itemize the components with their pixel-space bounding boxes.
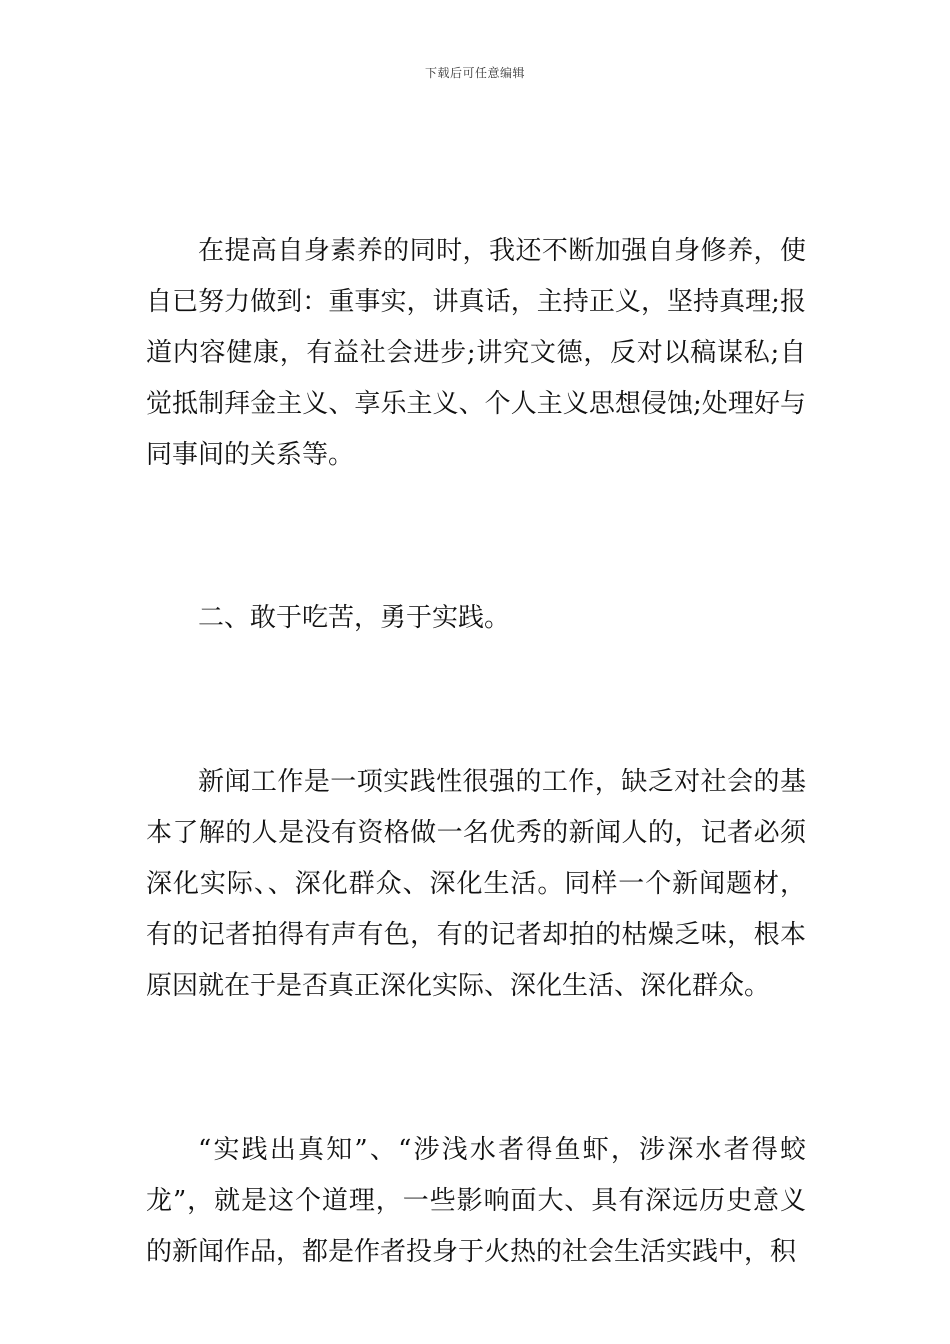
paragraph-spacer <box>146 1012 806 1125</box>
paragraph-practice-knowledge: “实践出真知”、“涉浅水者得鱼虾，涉深水者得蛟龙”，就是这个道理，一些影响面大、具有深远历史意义的新闻作品，都是作者投身于火热的社会生活实践中，积 <box>146 1135 806 1267</box>
document-body <box>146 226 806 1278</box>
page-header: 下载后可任意编辑 <box>424 66 525 80</box>
paragraph-spacer <box>146 481 806 593</box>
paragraph-news-practice: 新闻工作是一项实践性很强的工作，缺乏对社会的基本了解的人是没有资格做一名优秀的新闻人的，记者必须深化实际、、深化群众、深化生活。同样一个新闻题材，有的记者拍得有声有色，有的记者却拍的枯燥乏味，根本原因就在于是否真正深化实际、深化生活、深化群众。 <box>146 767 806 1001</box>
paragraph-spacer <box>146 644 806 757</box>
section-heading-hardship-practice: 二、敢于吃苦，勇于实践。 <box>198 603 511 633</box>
paragraph-self-cultivation: 在提高自身素养的同时，我还不断加强自身修养，使自已努力做到：重事实，讲真话，主持正义，坚持真理;报道内容健康，有益社会进步;讲究文德，反对以稿谋私;自觉抵制拜金主义、享乐主义、个人主义思想侵蚀;处理好与同事间的关系等。 <box>146 236 806 470</box>
